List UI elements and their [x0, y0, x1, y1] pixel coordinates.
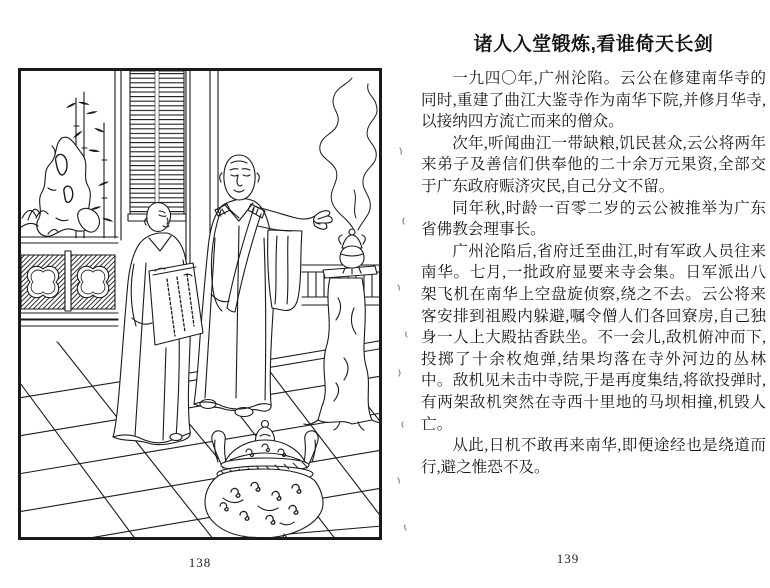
bamboo-blind [128, 71, 186, 221]
garden-rock [20, 137, 99, 236]
incense-smoke [320, 78, 377, 230]
gutter-marks [388, 70, 422, 540]
paragraph-4: 广州沦陷后,省府迁至曲江,时有军政人员往来南华。七月,一批政府显要来寺会集。日军派出八架飞机在南华上空盘旋侦察,绕之不去。云公将来客安排到祖殿内躲避,嘱令僧人们各回寮房,自己独身一人上大殿拈香趺坐。不一会儿,敌机俯冲而下,投掷了十余枚炮弹,结果均落在寺外河边的丛林中。敌机见未击中寺院,于是再度集结,将欲投弹时,有两架敌机突然在寺西十里地的马坝相撞,机毁人亡。 [421, 242, 766, 433]
page-number-left: 138 [188, 555, 212, 570]
bronze-urn [205, 421, 323, 541]
paragraph-3: 同年秋,时龄一百零二岁的云公被推举为广东省佛教会理事长。 [421, 199, 766, 239]
chapter-title: 诸人入堂锻炼,看谁倚天长剑 [473, 34, 714, 55]
illustration-drawing [18, 68, 382, 540]
balustrade [18, 237, 118, 319]
paragraph-1: 一九四〇年,广州沦陷。云公在修建南华寺的同时,重建了曲江大鉴寺作为南华下院,并修月华寺,以接纳四方流亡而来的僧众。 [421, 70, 766, 131]
paragraph-2: 次年,听闻曲江一带缺粮,饥民甚众,云公将两年来弟子及善信们供奉他的二十余万元果资,全部交于广东政府赈济灾民,自己分文不留。 [421, 134, 766, 195]
illustration [18, 68, 382, 540]
veranda-column [115, 71, 121, 240]
page-number-right: 139 [556, 551, 580, 566]
right-page [421, 29, 766, 478]
scroll [149, 263, 203, 345]
monk-elder [194, 155, 332, 417]
paragraph-5: 从此,日机不敢再来南华,即便途经也是绕道而行,避之惟恐不及。 [421, 437, 766, 476]
